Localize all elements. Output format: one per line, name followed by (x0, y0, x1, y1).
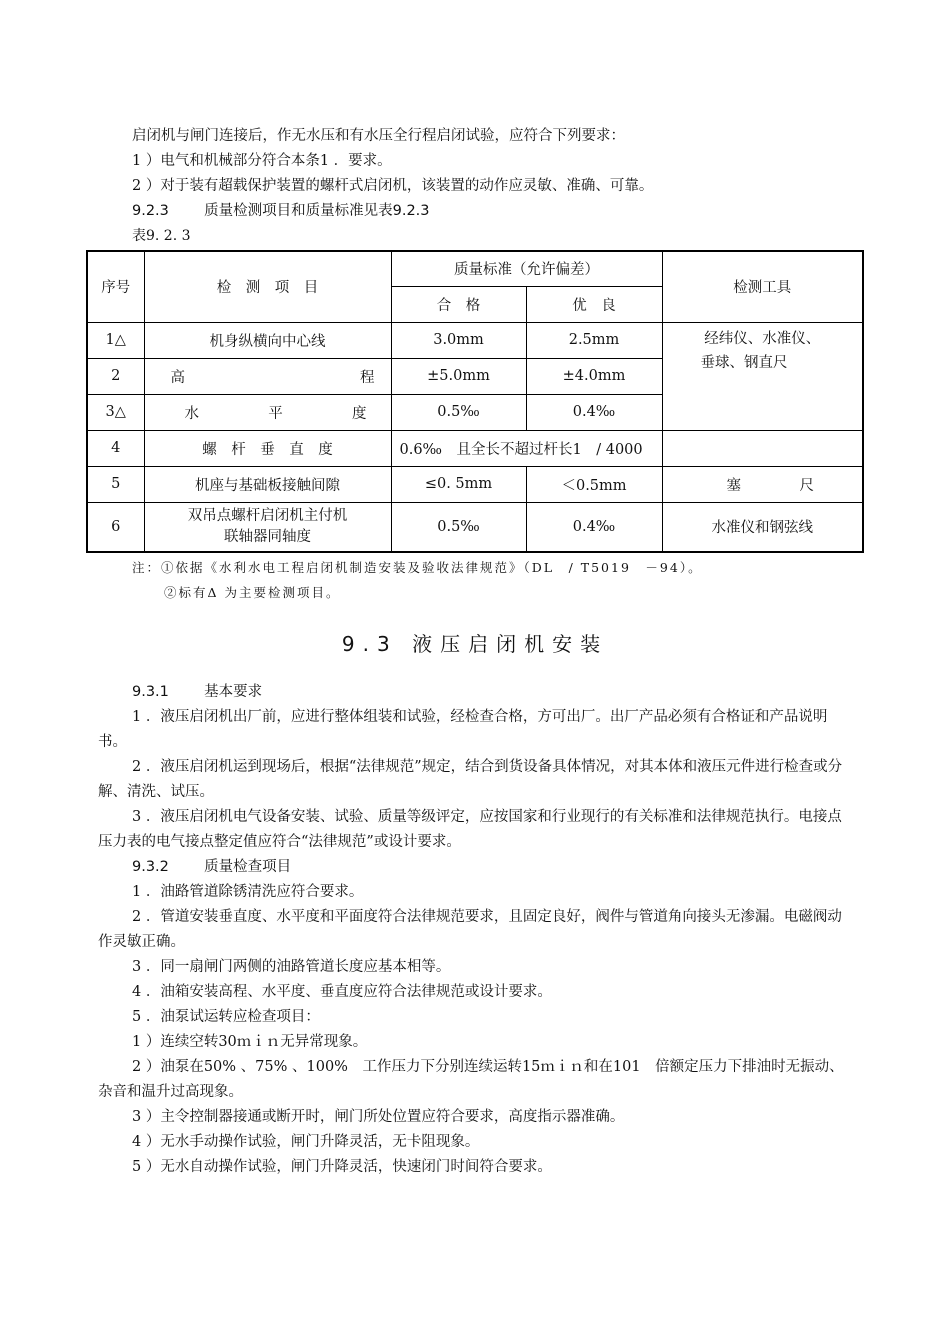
intro-line-2: 1 ）电气和机械部分符合本条1 ．要求。 (132, 153, 392, 169)
paragraph (98, 805, 854, 855)
cell-good: 0.4‰ (526, 394, 662, 430)
item-line-2: 联轴器同轴度 (224, 528, 311, 545)
paragraph-text: 3 ）主令控制器接通或断开时，闸门所处位置应符合要求，高度指示器准确。 (132, 1109, 625, 1125)
section-title: 基本要求 (204, 684, 263, 700)
cell-seq: 4 (87, 430, 144, 466)
tool-line-1: 经纬仪、水准仪、 (704, 330, 821, 347)
cell-merged-standard: 0.6‰ 且全长不超过杆长1 / 4000 (391, 430, 662, 466)
item-text-end: 程 (360, 369, 375, 386)
cell-item (144, 502, 391, 552)
cell-seq: 2 (87, 358, 144, 394)
section-number: 9.3.2 (132, 859, 169, 875)
table-row (87, 502, 863, 552)
quality-standard-table (86, 250, 864, 553)
item-text-end: 度 (352, 405, 367, 422)
paragraph (98, 755, 854, 805)
tool-text-start: 塞 (726, 477, 741, 494)
paragraph-text: 3 ．液压启闭机电气设备安装、试验、质量等级评定，应按国家和行业现行的有关标准和法律规范执行。电接点压力表的电气接点整定值应符合“法律规范”或设计要求。 (98, 809, 842, 850)
item-text-start: 高 (170, 369, 185, 386)
intro-line-1: 启闭机与闸门连接后，作无水压和有水压全行程启闭试验，应符合下列要求： (132, 128, 625, 144)
cell-seq: 3△ (87, 394, 144, 430)
paragraph (98, 705, 854, 755)
paragraph-text: 2 ．液压启闭机运到现场后，根据“法律规范”规定，结合到货设备具体情况，对其本体和液压元件进行检查或分解、清洗、试压。 (98, 759, 843, 800)
header-tool: 检测工具 (662, 251, 863, 322)
cell-tool (662, 466, 863, 502)
item-text-mid: 平 (268, 405, 283, 422)
section-9-2-3-heading (132, 199, 854, 224)
paragraph-text: 5 ．油泵试运转应检查项目： (132, 1009, 320, 1025)
cell-pass: 3.0mm (391, 322, 526, 358)
table-note-2: ②标有Δ 为主要检测项目。 (164, 585, 341, 600)
cell-item: 螺 杆 垂 直 度 (144, 430, 391, 466)
section-9-3-2-heading (132, 855, 854, 880)
table-row (87, 430, 863, 466)
cell-tool: 水准仪和钢弦线 (662, 502, 863, 552)
cell-pass: 0.5‰ (391, 394, 526, 430)
header-good: 优 良 (526, 286, 662, 322)
paragraph (98, 1055, 854, 1105)
paragraph (98, 1105, 854, 1130)
cell-good: 2.5mm (526, 322, 662, 358)
paragraph-text: 2 ）油泵在50% 、75% 、100% 工作压力下分别连续运转15ｍｉｎ和在101 倍额定压力下排油时无振动、杂音和温升过高现象。 (98, 1059, 844, 1100)
paragraph (98, 1005, 854, 1030)
paragraph-text: 5 ）无水自动操作试验，闸门升降灵活，快速闭门时间符合要求。 (132, 1159, 552, 1175)
cell-tool-merged (662, 322, 863, 430)
section-title: 质量检测项目和质量标准见表9.2.3 (204, 203, 430, 219)
table-row (87, 322, 863, 358)
paragraph-text: 4 ）无水手动操作试验，闸门升降灵活，无卡阻现象。 (132, 1134, 480, 1150)
cell-item (144, 358, 391, 394)
item-line-1: 双吊点螺杆启闭机主付机 (187, 507, 348, 524)
item-text-start: 水 (184, 405, 199, 422)
intro-line-3: 2 ）对于装有超载保护装置的螺杆式启闭机，该装置的动作应灵敏、准确、可靠。 (132, 178, 654, 194)
cell-seq: 5 (87, 466, 144, 502)
cell-pass: ≤0. 5mm (391, 466, 526, 502)
paragraph (98, 955, 854, 980)
cell-seq: 1△ (87, 322, 144, 358)
table-caption: 表9. 2. 3 (132, 228, 191, 244)
section-title: 质量检查项目 (204, 859, 292, 875)
cell-seq: 6 (87, 502, 144, 552)
paragraph-text: 1 ．液压启闭机出厂前，应进行整体组装和试验，经检查合格，方可出厂。出厂产品必须有合格证和产品说明书。 (98, 709, 828, 750)
tool-text-end: 尺 (799, 477, 814, 494)
paragraph (98, 1030, 854, 1055)
cell-tool-empty (662, 430, 863, 466)
header-quality-standard: 质量标准（允许偏差） (391, 251, 662, 286)
paragraph-text: 3 ．同一扇闸门两侧的油路管道长度应基本相等。 (132, 959, 451, 975)
cell-good: 0.4‰ (526, 502, 662, 552)
header-seq: 序号 (87, 251, 144, 322)
paragraph (98, 980, 854, 1005)
header-pass: 合 格 (391, 286, 526, 322)
cell-pass: ±5.0mm (391, 358, 526, 394)
section-heading-9-3: 9.3 液压启闭机安装 (341, 632, 609, 656)
section-number: 9.2.3 (132, 203, 169, 219)
table-note-1: 注：①依据《水利水电工程启闭机制造安装及验收法律规范》（DL / T5019 －94）。 (132, 560, 703, 575)
cell-pass: 0.5‰ (391, 502, 526, 552)
table-row (87, 466, 863, 502)
cell-item: 机座与基础板接触间隙 (144, 466, 391, 502)
paragraph (98, 880, 854, 905)
tool-line-2: 垂球、钢直尺 (700, 354, 788, 371)
paragraph (98, 1155, 854, 1180)
header-item: 检 测 项 目 (144, 251, 391, 322)
paragraph-text: 1 ．油路管道除锈清洗应符合要求。 (132, 884, 364, 900)
section-9-3-1-heading (132, 680, 854, 705)
cell-item (144, 394, 391, 430)
paragraph-text: 2 ．管道安装垂直度、水平度和平面度符合法律规范要求，且固定良好，阀件与管道角向接头无渗漏。电磁阀动作灵敏正确。 (98, 909, 842, 950)
paragraph-text: 1 ）连续空转30ｍｉｎ无异常现象。 (132, 1034, 368, 1050)
paragraph-text: 4 ．油箱安装高程、水平度、垂直度应符合法律规范或设计要求。 (132, 984, 552, 1000)
paragraph (98, 1130, 854, 1155)
cell-good: ±4.0mm (526, 358, 662, 394)
cell-item: 机身纵横向中心线 (144, 322, 391, 358)
cell-good: ＜0.5mm (526, 466, 662, 502)
paragraph (98, 905, 854, 955)
section-number: 9.3.1 (132, 684, 169, 700)
